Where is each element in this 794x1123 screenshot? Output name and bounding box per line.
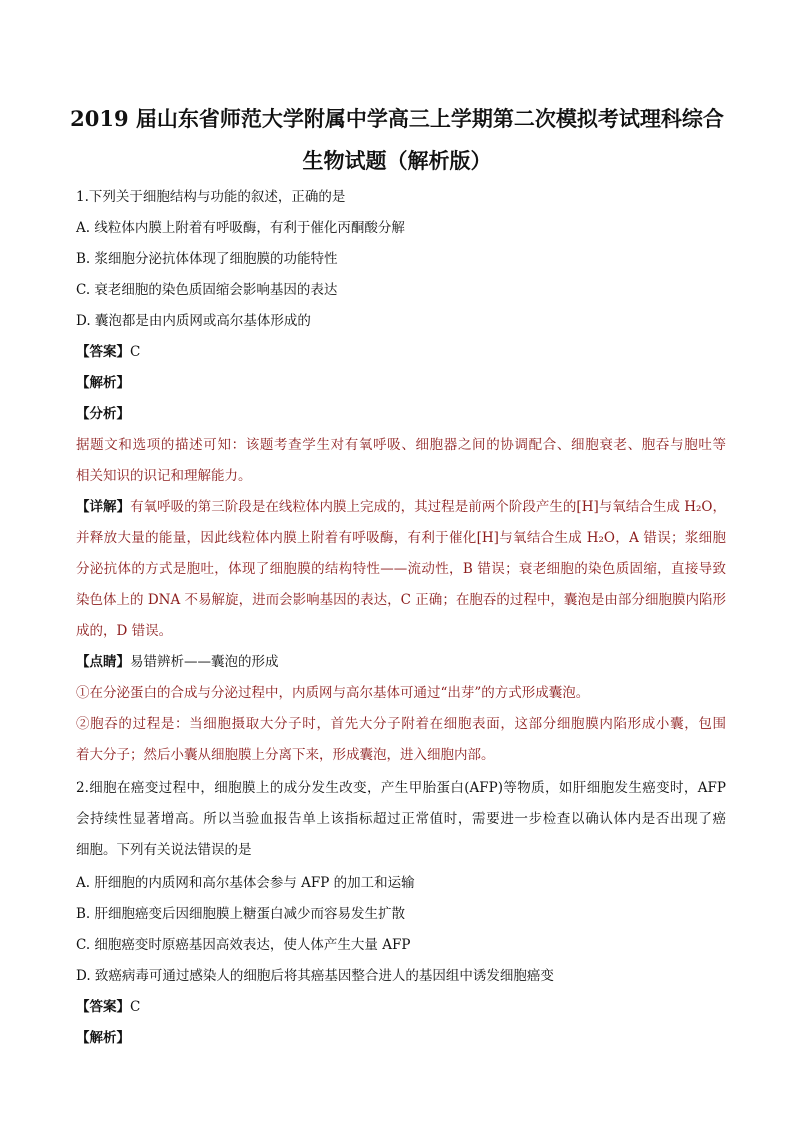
q1-fenxi-tag: 【分析】 — [76, 406, 130, 422]
q1-detail-line-1 — [76, 497, 726, 517]
q2-option-a: A. 肝细胞的内质网和高尔基体会参与 AFP 的加工和运输 — [76, 875, 415, 891]
answer-tag: 【答案】 — [76, 344, 130, 360]
q2-stem-line-3: 细胞。下列有关说法错误的是 — [76, 842, 252, 858]
q1-detail-line-5: 成的，D 错误。 — [76, 623, 173, 639]
q2-option-d: D. 致癌病毒可通过感染人的细胞后将其癌基因整合进人的基因组中诱发细胞癌变 — [76, 968, 554, 984]
tip-tag: 【点睛】 — [76, 654, 130, 670]
q1-answer — [76, 342, 726, 362]
tip-title: 易错辨析——囊泡的形成 — [130, 654, 279, 670]
q1-stem: 1.下列关于细胞结构与功能的叙述，正确的是 — [76, 189, 346, 205]
q1-tip — [76, 652, 726, 672]
q1-fenxi-line-2: 相关知识的识记和理解能力。 — [76, 468, 252, 484]
q1-detail-line-4: 染色体上的 DNA 不易解旋，进而会影响基因的表达，C 正确；在胞吞的过程中，囊泡是由部分细胞膜内陷形 — [76, 592, 726, 608]
answer-value: C — [130, 999, 141, 1015]
answer-value: C — [130, 344, 141, 360]
q2-option-b: B. 肝细胞癌变后因细胞膜上糖蛋白减少而容易发生扩散 — [76, 906, 406, 922]
q1-tip-line-1: ①在分泌蛋白的合成与分泌过程中，内质网与高尔基体可通过“出芽”的方式形成囊泡。 — [76, 685, 590, 701]
detail-tag: 【详解】 — [76, 499, 131, 515]
doc-title-line-1: 2019 届山东省师范大学附属中学高三上学期第二次模拟考试理科综合 — [70, 106, 724, 131]
answer-tag: 【答案】 — [76, 999, 130, 1015]
q2-analysis-tag: 【解析】 — [76, 1030, 130, 1046]
q1-tip-line-2: ②胞吞的过程是：当细胞摄取大分子时，首先大分子附着在细胞表面，这部分细胞膜内陷形成小囊，包围 — [76, 716, 726, 732]
q2-option-c: C. 细胞癌变时原癌基因高效表达，使人体产生大量 AFP — [76, 937, 411, 953]
detail-text: 有氧呼吸的第三阶段是在线粒体内膜上完成的，其过程是前两个阶段产生的[H]与氧结合生成 H₂O， — [130, 499, 726, 515]
q2-stem-line-2: 会持续性显著增高。所以当验血报告单上该指标超过正常值时，需要进一步检查以确认体内是否出现了癌 — [76, 811, 726, 827]
q1-tip-line-3: 着大分子；然后小囊从细胞膜上分离下来，形成囊泡，进入细胞内部。 — [76, 747, 495, 763]
q1-option-c: C. 衰老细胞的染色质固缩会影响基因的表达 — [76, 282, 338, 298]
doc-title-line-2: 生物试题（解析版） — [302, 148, 492, 173]
q2-answer — [76, 997, 726, 1017]
q1-fenxi-line-1: 据题文和选项的描述可知：该题考查学生对有氧呼吸、细胞器之间的协调配合、细胞衰老、胞吞与胞吐等 — [76, 437, 726, 453]
q1-option-d: D. 囊泡都是由内质网或高尔基体形成的 — [76, 313, 311, 329]
q2-stem-line-1: 2.细胞在癌变过程中，细胞膜上的成分发生改变，产生甲胎蛋白(AFP)等物质，如肝细胞发生癌变时，AFP — [76, 780, 726, 796]
q1-option-a: A. 线粒体内膜上附着有呼吸酶，有利于催化丙酮酸分解 — [76, 220, 405, 236]
q1-option-b: B. 浆细胞分泌抗体体现了细胞膜的功能特性 — [76, 251, 338, 267]
q1-detail-line-2: 并释放大量的能量，因此线粒体内膜上附着有呼吸酶，有利于催化[H]与氧结合生成 H₂O，A 错误；浆细胞 — [76, 530, 726, 546]
q1-detail-line-3: 分泌抗体的方式是胞吐，体现了细胞膜的结构特性——流动性，B 错误；衰老细胞的染色质固缩，直接导致 — [76, 561, 726, 577]
q1-analysis-tag: 【解析】 — [76, 375, 130, 391]
